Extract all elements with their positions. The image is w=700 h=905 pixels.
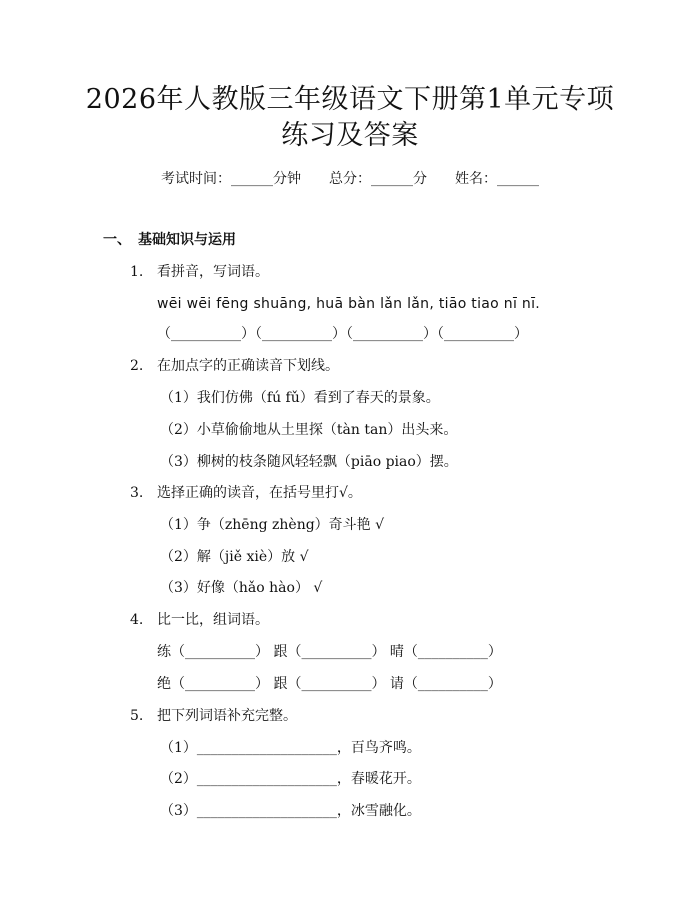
question-number: 2. <box>130 358 144 374</box>
question-item: （2）解（jiě xiè）放 √ <box>160 549 309 565</box>
document-title-line1: 2026年人教版三年级语文下册第1单元专项 <box>85 84 615 115</box>
question-item: （1）争（zhēng zhèng）奇斗艳 √ <box>160 517 385 533</box>
question-prompt: 在加点字的正确读音下划线。 <box>157 358 339 374</box>
question-item: （2）小草偷偷地从土里探（tàn tan）出头来。 <box>160 422 458 438</box>
document-title-line2: 练习及答案 <box>281 120 419 151</box>
question-item: （1）____________________，百鸟齐鸣。 <box>160 740 421 756</box>
question-prompt: 看拼音，写词语。 <box>157 264 269 280</box>
question-item: （3）____________________，冰雪融化。 <box>160 803 421 819</box>
question-item: （3）柳树的枝条随风轻轻飘（piāo piao）摆。 <box>160 454 458 470</box>
question-item: （3）好像（hǎo hào） √ <box>160 580 323 596</box>
question-prompt: 选择正确的读音，在括号里打√。 <box>157 485 362 501</box>
question-prompt: 比一比，组词语。 <box>157 612 269 628</box>
question-prompt: 把下列词语补充完整。 <box>157 708 297 724</box>
question-item: （1）我们仿佛（fú fǔ）看到了春天的景象。 <box>160 390 440 406</box>
question-number: 4. <box>130 612 144 628</box>
question-number: 5. <box>130 708 144 724</box>
question-number: 1. <box>130 264 144 280</box>
word-compare-row: 绝（__________） 跟（__________） 请（__________） <box>157 676 502 692</box>
question-item: （2）____________________，春暖花开。 <box>160 771 421 787</box>
pinyin-line: wēi wēi fēng shuāng, huā bàn lǎn lǎn, tiāo tiao nī nī. <box>157 296 541 312</box>
exam-meta-info: 考试时间：______分钟 总分：______分 姓名：______ <box>161 171 539 187</box>
answer-blanks: （__________）（__________）（__________）（__________） <box>157 326 528 342</box>
section-heading-basics: 一、 基础知识与运用 <box>103 232 236 248</box>
question-number: 3. <box>130 485 144 501</box>
word-compare-row: 练（__________） 跟（__________） 晴（__________） <box>157 644 502 660</box>
